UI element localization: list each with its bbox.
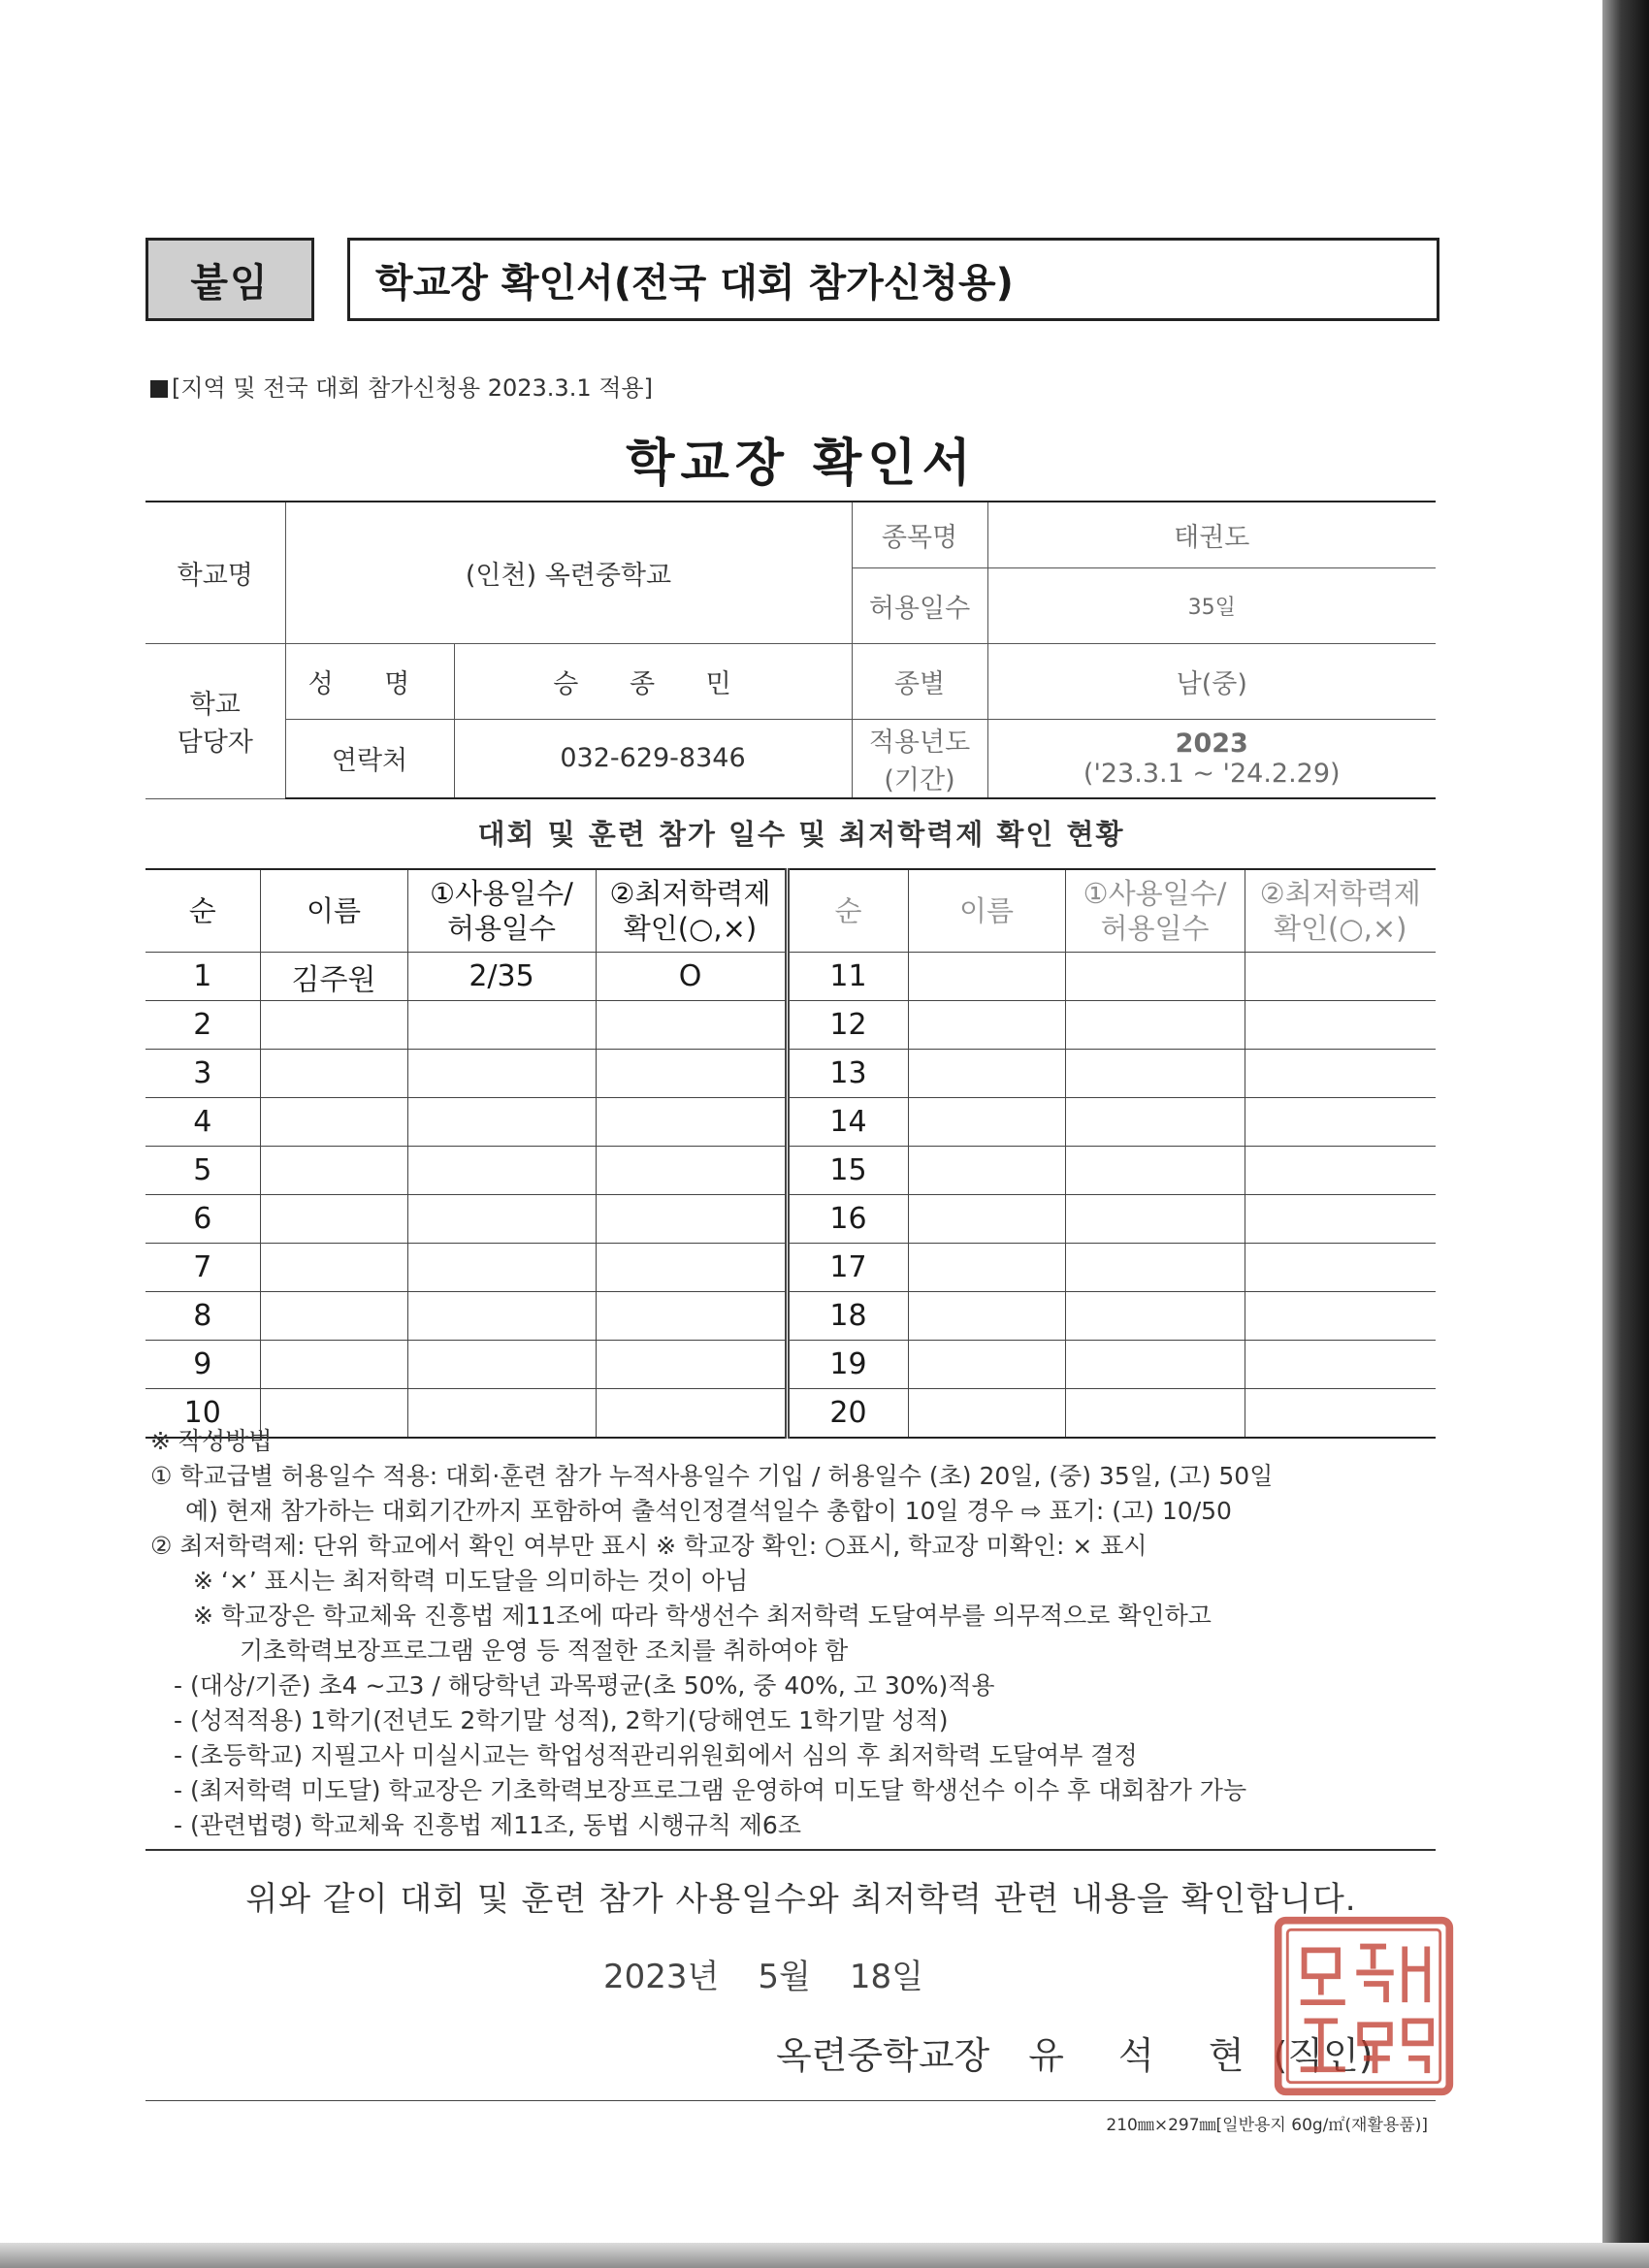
row-number-cell: 6 — [146, 1195, 260, 1244]
row-number-cell: 15 — [787, 1147, 908, 1195]
used-days-cell — [1065, 1001, 1245, 1050]
used-days-cell — [407, 1244, 596, 1292]
row-number-cell: 3 — [146, 1050, 260, 1098]
table-row — [146, 1341, 1436, 1389]
academic-check-cell — [596, 1195, 787, 1244]
academic-check-cell — [596, 1050, 787, 1098]
academic-check-cell — [1245, 1292, 1436, 1341]
name-value: 승 종 민 — [454, 643, 852, 719]
writing-instructions — [150, 1424, 1440, 1843]
gender-value: 남(중) — [987, 643, 1436, 719]
used-days-cell — [407, 1050, 596, 1098]
academic-check-cell — [596, 1147, 787, 1195]
row-number-cell: 2 — [146, 1001, 260, 1050]
contact-value: 032-629-8346 — [454, 719, 852, 798]
col-days-right: ①사용일수/ 허용일수 — [1065, 869, 1245, 953]
academic-check-cell — [1245, 1001, 1436, 1050]
official-seal-mark: (직인) — [1273, 2034, 1374, 2077]
academic-check-cell — [1245, 1147, 1436, 1195]
row-number-cell: 12 — [787, 1001, 908, 1050]
student-name-cell — [908, 1341, 1065, 1389]
row-number-cell: 7 — [146, 1244, 260, 1292]
header-title: 학교장 확인서(전국 대회 참가신청용) — [347, 238, 1439, 321]
table-row — [146, 1292, 1436, 1341]
row-number-cell: 9 — [146, 1341, 260, 1389]
used-days-cell — [1065, 1292, 1245, 1341]
col-name-left: 이름 — [260, 869, 407, 953]
academic-check-cell — [596, 1292, 787, 1341]
footer-divider — [146, 2100, 1436, 2101]
name-label: 성 명 — [285, 643, 454, 719]
square-bullet-icon — [150, 380, 168, 398]
academic-check-cell: O — [596, 953, 787, 1001]
participation-rows — [146, 953, 1436, 1439]
used-days-cell — [407, 1195, 596, 1244]
row-number-cell: 5 — [146, 1147, 260, 1195]
used-days-cell — [1065, 1244, 1245, 1292]
row-number-cell: 8 — [146, 1292, 260, 1341]
student-name-cell — [908, 1098, 1065, 1147]
allowed-days-value: 35일 — [987, 567, 1436, 643]
issue-date — [603, 1950, 962, 1997]
row-number-cell: 17 — [787, 1244, 908, 1292]
seal-glyphs — [1301, 1947, 1431, 2074]
student-name-cell — [260, 1001, 407, 1050]
note-1-example: 예) 현재 참가하는 대회기간까지 포함하여 출석인정결석일수 총합이 10일 경우 ⇨ 표기: (고) 10/50 — [185, 1497, 1232, 1525]
academic-check-cell — [1245, 1050, 1436, 1098]
used-days-cell — [407, 1341, 596, 1389]
principal-name: 유 석 현 — [1028, 2034, 1266, 2077]
col-no-right: 순 — [787, 869, 908, 953]
used-days-cell — [407, 1098, 596, 1147]
document-title: 학교장 확인서 — [626, 435, 977, 493]
note-4: ※ 학교장은 학교체육 진흥법 제11조에 따라 학생선수 최저학력 도달여부를 의무적으로 확인하고 — [193, 1602, 1212, 1630]
row-number-cell: 1 — [146, 953, 260, 1001]
confirmation-statement: 위와 같이 대회 및 훈련 참가 사용일수와 최저학력 관련 내용을 확인합니다. — [245, 1880, 1357, 1919]
manager-label: 학교 담당자 — [146, 643, 285, 798]
student-name-cell — [908, 1195, 1065, 1244]
student-name-cell — [908, 1292, 1065, 1341]
table-row — [146, 953, 1436, 1001]
sport-value: 태권도 — [987, 502, 1436, 567]
table-row — [146, 1001, 1436, 1050]
allowed-days-label: 허용일수 — [852, 567, 987, 643]
student-name-cell — [260, 1292, 407, 1341]
academic-check-cell — [596, 1001, 787, 1050]
col-no-left: 순 — [146, 869, 260, 953]
used-days-cell — [1065, 1098, 1245, 1147]
principal-title: 옥련중학교장 — [776, 2034, 990, 2077]
table-row — [146, 1147, 1436, 1195]
detail-3: - (초등학교) 지필고사 미실시교는 학업성적관리위원회에서 심의 후 최저학력 도달여부 결정 — [174, 1741, 1138, 1769]
section-title: 대회 및 훈련 참가 일수 및 최저학력제 확인 현황 — [477, 818, 1125, 851]
used-days-cell — [407, 1147, 596, 1195]
table-row — [146, 1244, 1436, 1292]
notes-divider — [146, 1849, 1436, 1851]
date-day: 18일 — [849, 1958, 923, 1996]
used-days-cell — [1065, 1050, 1245, 1098]
row-number-cell: 10 — [146, 1389, 260, 1439]
note-1: ① 학교급별 허용일수 적용: 대회·훈련 참가 누적사용일수 기입 / 허용일수 (초) 20일, (중) 35일, (고) 50일 — [150, 1462, 1274, 1490]
school-info-table — [146, 501, 1436, 799]
row-number-cell: 13 — [787, 1050, 908, 1098]
row-number-cell: 4 — [146, 1098, 260, 1147]
academic-check-cell — [1245, 1244, 1436, 1292]
student-name-cell — [260, 1341, 407, 1389]
student-name-cell — [908, 1050, 1065, 1098]
student-name-cell — [260, 1050, 407, 1098]
col-days-left: ①사용일수/ 허용일수 — [407, 869, 596, 953]
used-days-cell — [407, 1292, 596, 1341]
table-row — [146, 1050, 1436, 1098]
detail-2: - (성적적용) 1학기(전년도 2학기말 성적), 2학기(당해연도 1학기말 성적) — [174, 1706, 949, 1734]
table-row — [146, 1098, 1436, 1147]
gender-label: 종별 — [852, 643, 987, 719]
academic-check-cell — [596, 1098, 787, 1147]
academic-check-cell — [1245, 953, 1436, 1001]
year-label: 적용년도 (기간) — [852, 719, 987, 798]
detail-1: - (대상/기준) 초4 ~고3 / 해당학년 과목평균(초 50%, 중 40%, 고 30%)적용 — [174, 1671, 995, 1700]
row-number-cell: 18 — [787, 1292, 908, 1341]
table-row — [146, 1195, 1436, 1244]
used-days-cell — [1065, 1195, 1245, 1244]
used-days-cell — [1065, 953, 1245, 1001]
col-name-right: 이름 — [908, 869, 1065, 953]
row-number-cell: 20 — [787, 1389, 908, 1439]
paper-spec: 210㎜×297㎜[일반용지 60g/㎡(재활용품)] — [1106, 2116, 1428, 2135]
note-3: ※ ‘×’ 표시는 최저학력 미도달을 의미하는 것이 아님 — [193, 1567, 749, 1595]
used-days-cell — [1065, 1147, 1245, 1195]
detail-5: - (관련법령) 학교체육 진흥법 제11조, 동법 시행규칙 제6조 — [174, 1811, 801, 1839]
academic-check-cell — [1245, 1195, 1436, 1244]
col-check-right: ②최저학력제 확인(○,×) — [1245, 869, 1436, 953]
academic-check-cell — [1245, 1341, 1436, 1389]
student-name-cell — [260, 1244, 407, 1292]
used-days-cell: 2/35 — [407, 953, 596, 1001]
school-name-value: (인천) 옥련중학교 — [285, 502, 852, 643]
date-month: 5월 — [758, 1958, 811, 1996]
row-number-cell: 14 — [787, 1098, 908, 1147]
academic-check-cell — [596, 1244, 787, 1292]
student-name-cell — [260, 1098, 407, 1147]
student-name-cell: 김주원 — [260, 953, 407, 1001]
applicability-note: [지역 및 전국 대회 참가신청용 2023.3.1 적용] — [150, 369, 653, 403]
sport-label: 종목명 — [852, 502, 987, 567]
student-name-cell — [260, 1147, 407, 1195]
school-name-label: 학교명 — [146, 502, 285, 643]
student-name-cell — [908, 1147, 1065, 1195]
col-check-left: ②최저학력제 확인(○,×) — [596, 869, 787, 953]
scan-bottom-edge — [0, 2243, 1649, 2268]
scan-edge-shadow — [1602, 0, 1649, 2268]
note-4-cont: 기초학력보장프로그램 운영 등 적절한 조치를 취하여야 함 — [240, 1636, 849, 1665]
used-days-cell — [1065, 1341, 1245, 1389]
student-name-cell — [908, 953, 1065, 1001]
student-name-cell — [260, 1195, 407, 1244]
academic-check-cell — [1245, 1098, 1436, 1147]
official-seal-stamp — [1271, 1913, 1457, 2099]
contact-label: 연락처 — [285, 719, 454, 798]
student-name-cell — [908, 1244, 1065, 1292]
note-2: ② 최저학력제: 단위 학교에서 확인 여부만 표시 ※ 학교장 확인: ○표시, 학교장 미확인: × 표시 — [150, 1532, 1148, 1560]
row-number-cell: 11 — [787, 953, 908, 1001]
notes-heading: ※ 작성방법 — [150, 1427, 273, 1455]
academic-check-cell — [596, 1341, 787, 1389]
row-number-cell: 16 — [787, 1195, 908, 1244]
attachment-tag: 붙임 — [146, 238, 314, 321]
used-days-cell — [407, 1001, 596, 1050]
student-name-cell — [908, 1001, 1065, 1050]
year-value: 2023 ('23.3.1 ~ '24.2.29) — [987, 719, 1436, 798]
detail-4: - (최저학력 미도달) 학교장은 기초학력보장프로그램 운영하여 미도달 학생선수 이수 후 대회참가 가능 — [174, 1776, 1247, 1804]
date-year: 2023년 — [603, 1958, 720, 1996]
participation-table — [146, 868, 1436, 1439]
row-number-cell: 19 — [787, 1341, 908, 1389]
